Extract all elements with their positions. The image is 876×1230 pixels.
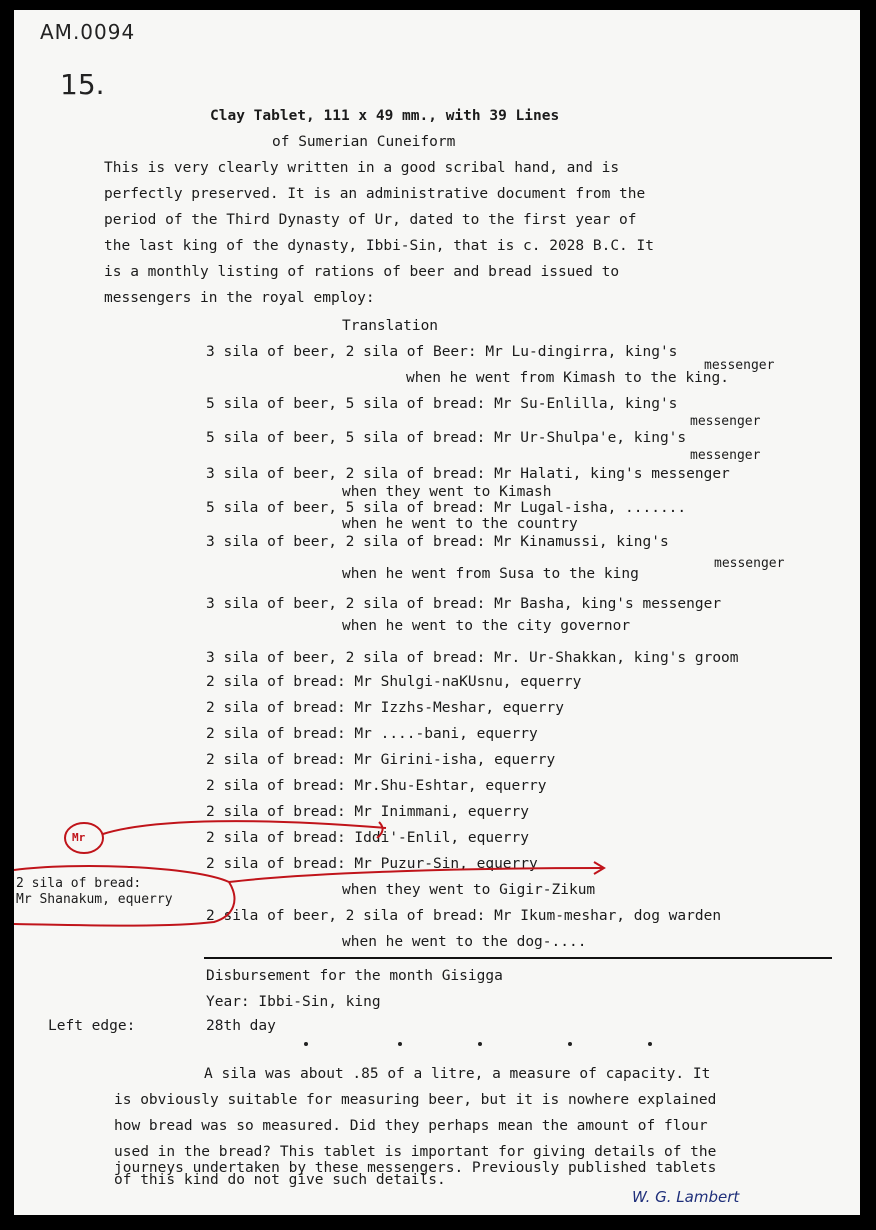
translation-line: 3 sila of beer, 2 sila of bread: Mr Halati, king's messenger [206, 466, 730, 482]
translation-line: 5 sila of beer, 5 sila of bread: Mr Su-Enlilla, king's [206, 396, 678, 412]
left-edge-label: Left edge: [48, 1018, 136, 1034]
translation-line: 3 sila of beer, 2 sila of bread: Mr. Ur-Shakkan, king's groom [206, 650, 739, 666]
translation-line: 2 sila of bread: Mr.Shu-Eshtar, equerry [206, 778, 547, 794]
mr-annotation: Mr [72, 831, 86, 844]
translation-line: 2 sila of bread: Mr Girini-isha, equerry [206, 752, 556, 768]
translation-line: when they went to Gigir-Zikum [342, 882, 596, 898]
translation-line: 2 sila of beer, 2 sila of bread: Mr Ikum-meshar, dog warden [206, 908, 722, 924]
signature: W. G. Lambert [632, 1188, 740, 1206]
year-line: Year: Ibbi-Sin, king [206, 994, 381, 1010]
intro-line: This is very clearly written in a good scribal hand, and is [104, 160, 620, 176]
intro-line: is a monthly listing of rations of beer and bread issued to [104, 264, 620, 280]
disbursement-line: Disbursement for the month Gisigga [206, 968, 503, 984]
notes-line: used in the bread? This tablet is important for giving details of the [114, 1144, 717, 1160]
title-line-1: Clay Tablet, 111 x 49 mm., with 39 Lines [210, 108, 560, 124]
translation-line: messenger [690, 414, 761, 429]
item-number: 15. [60, 68, 105, 101]
notes-line: A sila was about .85 of a litre, a measure of capacity. It [204, 1066, 711, 1082]
dot-mark [478, 1042, 482, 1046]
translation-line: when he went from Kimash to the king. [406, 370, 730, 386]
translation-line: when he went to the city governor [342, 618, 631, 634]
left-edge-value: 28th day [206, 1018, 276, 1034]
translation-line: when he went to the dog-.... [342, 934, 587, 950]
dot-mark [304, 1042, 308, 1046]
document-page [14, 10, 860, 1215]
divider-rule [204, 957, 832, 959]
inserted-line-1: 2 sila of bread: [16, 876, 142, 891]
translation-line: messenger [704, 358, 775, 373]
intro-line: the last king of the dynasty, Ibbi-Sin, that is c. 2028 B.C. It [104, 238, 654, 254]
intro-line: period of the Third Dynasty of Ur, dated to the first year of [104, 212, 637, 228]
notes-line: journeys undertaken by these messengers. Previously published tablets [114, 1160, 717, 1176]
notes-line: of this kind do not give such details. [114, 1172, 446, 1188]
catalog-code: AM.0094 [40, 20, 136, 44]
translation-line: 3 sila of beer, 2 sila of bread: Mr Kinamussi, king's [206, 534, 669, 550]
translation-line: when he went to the country [342, 516, 578, 532]
notes-line: how bread was so measured. Did they perhaps mean the amount of flour [114, 1118, 708, 1134]
translation-line: messenger [690, 448, 761, 463]
translation-line: messenger [714, 556, 785, 571]
dot-mark [568, 1042, 572, 1046]
translation-line: 2 sila of bread: Mr Izzhs-Meshar, equerry [206, 700, 564, 716]
translation-line: 2 sila of bread: Mr ....-bani, equerry [206, 726, 538, 742]
red-ink-annotations [14, 10, 860, 1215]
translation-line: 2 sila of bread: Mr Inimmani, equerry [206, 804, 530, 820]
translation-line: 2 sila of bread: Mr Shulgi-naKUsnu, equerry [206, 674, 582, 690]
translation-line: 2 sila of bread: Iddi'-Enlil, equerry [206, 830, 530, 846]
translation-line: 5 sila of beer, 5 sila of bread: Mr Ur-Shulpa'e, king's [206, 430, 687, 446]
translation-line: 2 sila of bread: Mr Puzur-Sin, equerry [206, 856, 538, 872]
translation-line: when he went from Susa to the king [342, 566, 639, 582]
translation-line: when they went to Kimash [342, 484, 552, 500]
dot-mark [398, 1042, 402, 1046]
title-line-2: of Sumerian Cuneiform [272, 134, 456, 150]
intro-line: perfectly preserved. It is an administrative document from the [104, 186, 646, 202]
inserted-line-2: Mr Shanakum, equerry [16, 892, 173, 907]
dot-mark [648, 1042, 652, 1046]
translation-heading: Translation [342, 318, 439, 334]
notes-line: is obviously suitable for measuring beer, but it is nowhere explained [114, 1092, 717, 1108]
translation-line: 5 sila of beer, 5 sila of bread: Mr Lugal-isha, ....... [206, 500, 687, 516]
intro-line: messengers in the royal employ: [104, 290, 375, 306]
translation-line: 3 sila of beer, 2 sila of bread: Mr Basha, king's messenger [206, 596, 722, 612]
translation-line: 3 sila of beer, 2 sila of Beer: Mr Lu-dingirra, king's [206, 344, 678, 360]
